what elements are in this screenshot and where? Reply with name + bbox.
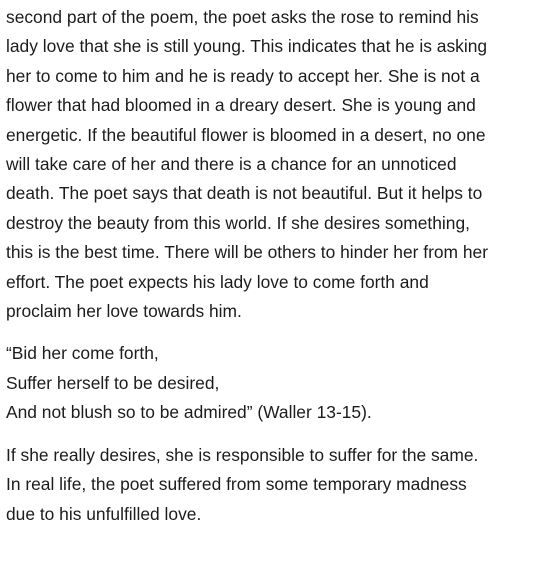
- text-line: energetic. If the beautiful flower is bloomed in a desert, no one: [6, 124, 486, 145]
- text-line: proclaim her love towards him.: [6, 301, 242, 322]
- text-line: In real life, the poet suffered from some temporary madness: [6, 474, 467, 495]
- paragraph-spacer: [6, 326, 536, 339]
- text-line: If she really desires, she is responsible to suffer for the same.: [6, 444, 479, 465]
- text-line: will take care of her and there is a chance for an unnoticed: [6, 154, 457, 175]
- text-line: destroy the beauty from this world. If she desires something,: [6, 212, 470, 233]
- text-line: flower that had bloomed in a dreary desert. She is young and: [6, 95, 476, 116]
- quote-line: “Bid her come forth,: [6, 343, 159, 364]
- article-body: [6, 3, 536, 529]
- quote-line: Suffer herself to be desired,: [6, 372, 220, 393]
- text-line: lady love that she is still young. This indicates that he is asking: [6, 36, 488, 57]
- text-line: this is the best time. There will be others to hinder her from her: [6, 242, 489, 263]
- poem-quote: [6, 339, 536, 427]
- text-line: due to his unfulfilled love.: [6, 503, 202, 524]
- text-line: effort. The poet expects his lady love to come forth and: [6, 271, 429, 292]
- paragraph-spacer: [6, 428, 536, 441]
- paragraph-1: [6, 3, 536, 326]
- text-line: her to come to him and he is ready to accept her. She is not a: [6, 65, 480, 86]
- text-line: death. The poet says that death is not beautiful. But it helps to: [6, 183, 483, 204]
- text-line: second part of the poem, the poet asks the rose to remind his: [6, 7, 479, 27]
- paragraph-2: [6, 441, 536, 529]
- quote-line: And not blush so to be admired” (Waller 13-15).: [6, 402, 372, 423]
